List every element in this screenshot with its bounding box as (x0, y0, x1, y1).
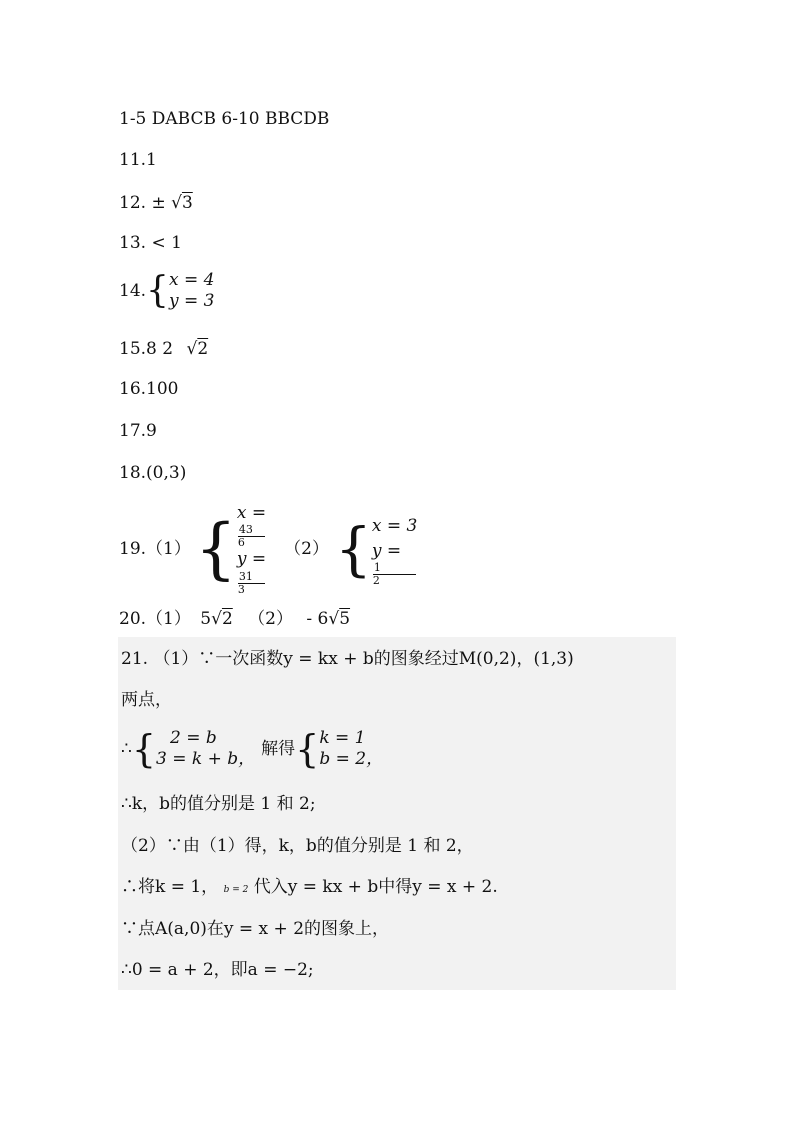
sqrt-symbol: √5 (328, 609, 351, 629)
solution-21-line7: ∵点A(a,0)在y = x + 2的图象上， (121, 919, 390, 939)
sqrt-symbol: √3 (171, 193, 193, 213)
answer-19-x-den: 6 (237, 536, 245, 550)
solution-21-line6-a: ∴将k = 1， (121, 877, 219, 897)
answer-19b-y-num: 1 (373, 562, 416, 575)
answer-14-row2: y = 3 (168, 291, 215, 312)
answer-20 (119, 611, 350, 628)
answer-12-label: 12. ± (119, 193, 166, 213)
therefore-symbol: ∴ (121, 738, 132, 759)
answer-20-radicand: 2 (221, 609, 233, 629)
answer-19-x: x = (236, 503, 267, 523)
answer-11: 11.1 (119, 150, 157, 170)
answer-14-label: 14. (119, 280, 147, 301)
sqrt-symbol: √2 (186, 339, 209, 359)
solution-21-line6-tiny: b = 2 (223, 885, 249, 895)
answer-19-part2: （2） (284, 538, 329, 559)
answer-14 (119, 270, 214, 313)
answer-19-y: y = (236, 549, 267, 570)
answer-14-row1: x = 4 (168, 270, 215, 290)
solution-21-line3 (121, 728, 383, 771)
solution-21-k: k = 1 (319, 728, 366, 748)
answer-19 (119, 503, 417, 596)
answer-19-y-num: 31 (238, 571, 265, 584)
answer-20-radicand2: 5 (339, 609, 351, 629)
answer-19b-x: x = 3 (371, 515, 418, 536)
answer-15-radicand: 2 (197, 339, 209, 359)
answer-20-coef: 5 (200, 609, 212, 629)
answer-12 (119, 195, 193, 212)
solution-21-line1: 21. （1）∵一次函数y = kx + b的图象经过M(0,2)，(1,3) (121, 649, 574, 669)
answer-16: 16.100 (119, 379, 179, 399)
solution-21-line6-b: 代入y = kx + b中得y = x + 2. (253, 877, 498, 897)
answer-13: 13. < 1 (119, 233, 182, 253)
answer-19-label: 19.（1） (119, 538, 191, 559)
answer-19-x-num: 43 (238, 524, 265, 537)
brace-icon: { (295, 727, 320, 772)
solution-21-b: b = 2， (319, 749, 384, 770)
answer-18: 18.(0,3) (119, 463, 187, 483)
solution-21-solve-label: 解得 (261, 738, 296, 759)
answer-15 (119, 341, 208, 358)
sqrt-symbol: √2 (211, 609, 233, 629)
brace-icon: { (131, 727, 157, 772)
answer-20-part2: （2） (248, 609, 293, 629)
answer-20-label: 20.（1） (119, 609, 191, 629)
solution-21-line4: ∴k，b的值分别是 1 和 2; (121, 794, 316, 814)
solution-21-eq1: 2 = b (170, 728, 217, 748)
answer-15-label: 15.8 2 (119, 339, 174, 359)
solution-21-eq2: 3 = k + b， (156, 749, 256, 770)
brace-icon: { (146, 270, 169, 312)
answer-20-coef2: - 6 (306, 609, 329, 629)
answer-19b-y: y = (371, 540, 402, 561)
answer-19-y-den: 3 (237, 582, 245, 596)
solution-21-line6 (121, 879, 498, 896)
solution-21-line8: ∴0 = a + 2，即a = −2; (121, 960, 314, 980)
brace-icon: { (194, 510, 237, 588)
answers-1-10: 1-5 DABCB 6-10 BBCDB (119, 109, 330, 129)
answer-12-radicand: 3 (181, 193, 193, 213)
answer-17: 17.9 (119, 421, 157, 441)
brace-icon: { (334, 515, 372, 584)
solution-21-line5: （2）∵由（1）得，k，b的值分别是 1 和 2， (121, 836, 474, 856)
answer-19b-y-den: 2 (372, 574, 380, 587)
solution-21-line2: 两点， (121, 690, 172, 710)
